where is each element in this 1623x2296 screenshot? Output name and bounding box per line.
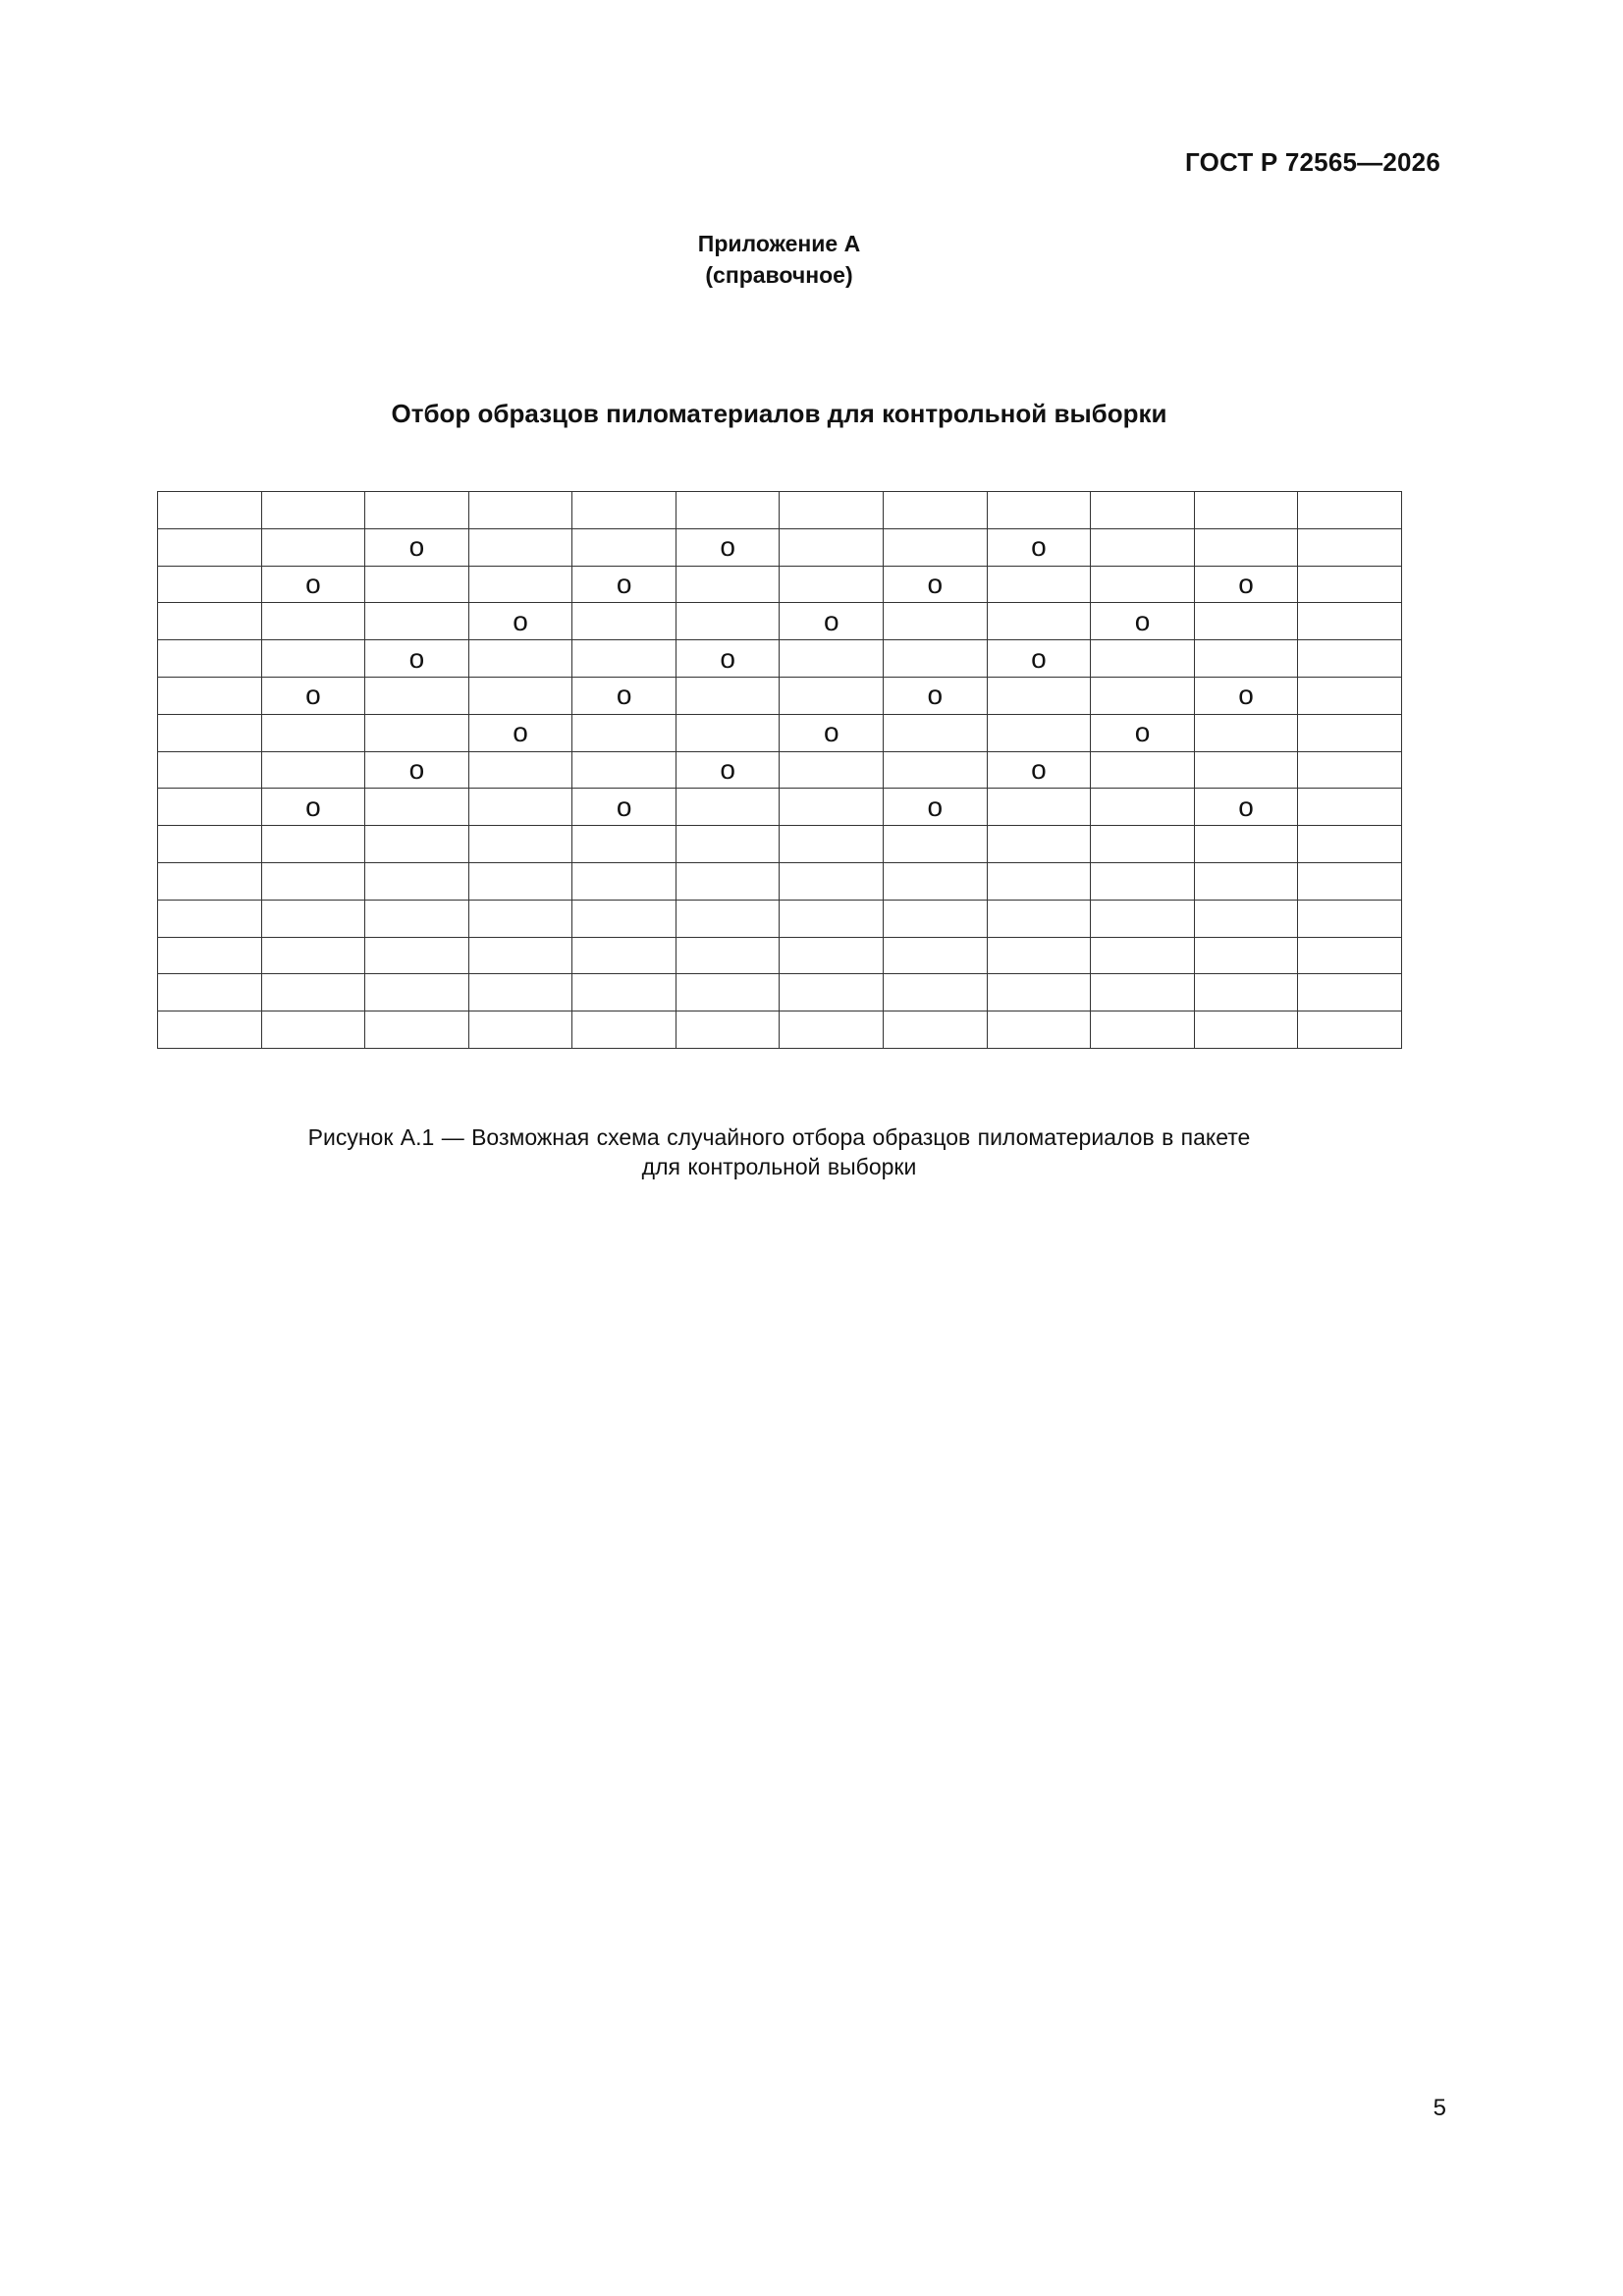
- figure-caption-line-2: для контрольной выборки: [641, 1154, 917, 1179]
- grid-cell: [1194, 677, 1298, 714]
- grid-cell: [1298, 714, 1402, 751]
- sample-marker: о: [1134, 717, 1151, 748]
- grid-cell: [365, 937, 469, 974]
- grid-cell: [158, 862, 262, 900]
- document-code: ГОСТ Р 72565—2026: [1185, 147, 1440, 177]
- grid-cell: [158, 937, 262, 974]
- grid-cell: [365, 751, 469, 789]
- grid-cell: [987, 974, 1091, 1011]
- grid-cell: [780, 566, 884, 603]
- grid-cell: [884, 789, 988, 826]
- grid-cell: [365, 862, 469, 900]
- grid-cell: [158, 677, 262, 714]
- grid-cell: [1298, 937, 1402, 974]
- grid-cell: [1194, 826, 1298, 863]
- grid-row: [158, 603, 1402, 640]
- grid-cell: [468, 826, 572, 863]
- figure-caption: [0, 1122, 1558, 1181]
- sampling-grid: [157, 491, 1402, 1049]
- grid-cell: [261, 714, 365, 751]
- sample-marker: о: [513, 717, 528, 748]
- sample-marker: о: [927, 680, 944, 711]
- sample-marker: о: [720, 753, 735, 785]
- grid-cell: [261, 492, 365, 529]
- grid-cell: [365, 1011, 469, 1049]
- grid-cell: [884, 640, 988, 678]
- grid-cell: [987, 566, 1091, 603]
- grid-cell: [987, 789, 1091, 826]
- sample-marker: о: [305, 680, 321, 711]
- grid-cell: [884, 492, 988, 529]
- grid-cell: [572, 900, 676, 937]
- grid-cell: [1194, 1011, 1298, 1049]
- grid-cell: [572, 492, 676, 529]
- grid-cell: [468, 862, 572, 900]
- grid-cell: [676, 900, 780, 937]
- grid-cell: [1091, 937, 1195, 974]
- grid-cell: [1298, 826, 1402, 863]
- grid-cell: [676, 677, 780, 714]
- grid-cell: [1298, 862, 1402, 900]
- grid-cell: [780, 900, 884, 937]
- sample-marker: о: [408, 753, 425, 785]
- grid-cell: [1091, 528, 1195, 566]
- grid-cell: [1091, 826, 1195, 863]
- grid-cell: [884, 751, 988, 789]
- grid-cell: [987, 937, 1091, 974]
- grid-cell: [261, 751, 365, 789]
- grid-row: [158, 1011, 1402, 1049]
- grid-cell: [261, 900, 365, 937]
- grid-cell: [261, 528, 365, 566]
- sample-marker: о: [927, 791, 944, 822]
- grid-cell: [1194, 862, 1298, 900]
- grid-cell: [1298, 492, 1402, 529]
- grid-cell: [261, 937, 365, 974]
- sample-marker: о: [720, 642, 735, 674]
- sample-marker: о: [616, 791, 632, 822]
- grid-cell: [1194, 714, 1298, 751]
- grid-cell: [676, 640, 780, 678]
- grid-cell: [987, 492, 1091, 529]
- grid-cell: [572, 566, 676, 603]
- grid-cell: [987, 677, 1091, 714]
- sample-marker: о: [305, 791, 321, 822]
- grid-cell: [261, 566, 365, 603]
- grid-cell: [158, 603, 262, 640]
- grid-cell: [1091, 789, 1195, 826]
- grid-cell: [365, 492, 469, 529]
- grid-cell: [261, 974, 365, 1011]
- sample-marker: о: [1031, 531, 1047, 563]
- grid-cell: [365, 603, 469, 640]
- grid-cell: [158, 789, 262, 826]
- sample-marker: о: [513, 605, 528, 636]
- grid-cell: [365, 900, 469, 937]
- grid-row: [158, 751, 1402, 789]
- grid-cell: [468, 492, 572, 529]
- grid-row: [158, 900, 1402, 937]
- grid-cell: [1298, 566, 1402, 603]
- grid-cell: [158, 492, 262, 529]
- grid-cell: [884, 937, 988, 974]
- grid-cell: [884, 677, 988, 714]
- grid-cell: [780, 974, 884, 1011]
- grid-cell: [468, 528, 572, 566]
- figure-caption-line-1: Рисунок А.1 — Возможная схема случайного отбора образцов пиломатериалов в пакете: [307, 1124, 1251, 1150]
- grid-cell: [1194, 789, 1298, 826]
- grid-cell: [365, 826, 469, 863]
- grid-cell: [1194, 492, 1298, 529]
- page-number: 5: [1433, 2095, 1446, 2121]
- grid-cell: [780, 751, 884, 789]
- grid-cell: [1298, 603, 1402, 640]
- grid-cell: [158, 640, 262, 678]
- grid-cell: [1194, 528, 1298, 566]
- grid-cell: [780, 1011, 884, 1049]
- grid-cell: [158, 528, 262, 566]
- grid-cell: [987, 826, 1091, 863]
- grid-cell: [1194, 640, 1298, 678]
- sample-marker: о: [1134, 605, 1151, 636]
- grid-cell: [365, 640, 469, 678]
- sample-marker: о: [408, 642, 425, 674]
- grid-cell: [780, 862, 884, 900]
- sample-marker: о: [616, 680, 632, 711]
- grid-cell: [987, 603, 1091, 640]
- grid-cell: [987, 640, 1091, 678]
- grid-cell: [1091, 900, 1195, 937]
- grid-cell: [468, 640, 572, 678]
- grid-row: [158, 862, 1402, 900]
- grid-cell: [572, 751, 676, 789]
- grid-cell: [365, 714, 469, 751]
- sample-marker: о: [305, 568, 321, 599]
- grid-cell: [158, 566, 262, 603]
- grid-cell: [572, 528, 676, 566]
- grid-cell: [1194, 974, 1298, 1011]
- grid-cell: [365, 566, 469, 603]
- grid-cell: [676, 751, 780, 789]
- grid-cell: [158, 1011, 262, 1049]
- grid-cell: [780, 826, 884, 863]
- grid-cell: [468, 937, 572, 974]
- grid-cell: [365, 677, 469, 714]
- grid-cell: [676, 974, 780, 1011]
- grid-cell: [1091, 640, 1195, 678]
- grid-cell: [1298, 789, 1402, 826]
- appendix-subtitle: (справочное): [705, 262, 853, 288]
- grid-cell: [676, 826, 780, 863]
- grid-cell: [676, 862, 780, 900]
- sample-marker: о: [1238, 791, 1254, 822]
- grid-cell: [884, 528, 988, 566]
- sample-marker: о: [616, 568, 632, 599]
- grid-cell: [572, 677, 676, 714]
- grid-cell: [1298, 640, 1402, 678]
- grid-cell: [468, 789, 572, 826]
- grid-cell: [676, 603, 780, 640]
- grid-cell: [987, 751, 1091, 789]
- sample-marker: о: [927, 568, 944, 599]
- grid-cell: [468, 751, 572, 789]
- grid-row: [158, 714, 1402, 751]
- section-title: Отбор образцов пиломатериалов для контрольной выборки: [391, 399, 1167, 428]
- grid-cell: [1091, 862, 1195, 900]
- grid-cell: [1091, 566, 1195, 603]
- grid-cell: [1298, 900, 1402, 937]
- grid-cell: [676, 714, 780, 751]
- grid-cell: [780, 603, 884, 640]
- grid-row: [158, 974, 1402, 1011]
- grid-cell: [884, 1011, 988, 1049]
- grid-cell: [468, 900, 572, 937]
- sample-marker: о: [720, 531, 735, 563]
- grid-cell: [1194, 566, 1298, 603]
- grid-cell: [676, 528, 780, 566]
- sample-marker: о: [1238, 568, 1254, 599]
- grid-cell: [1091, 974, 1195, 1011]
- grid-row: [158, 826, 1402, 863]
- grid-cell: [572, 862, 676, 900]
- grid-cell: [987, 528, 1091, 566]
- grid-cell: [261, 640, 365, 678]
- grid-cell: [1091, 603, 1195, 640]
- grid-cell: [987, 714, 1091, 751]
- grid-row: [158, 566, 1402, 603]
- grid-cell: [1194, 751, 1298, 789]
- grid-cell: [780, 492, 884, 529]
- grid-cell: [1298, 974, 1402, 1011]
- grid-cell: [365, 974, 469, 1011]
- sample-marker: о: [1238, 680, 1254, 711]
- grid-cell: [572, 974, 676, 1011]
- grid-cell: [158, 751, 262, 789]
- grid-cell: [365, 789, 469, 826]
- grid-cell: [158, 714, 262, 751]
- grid-row: [158, 492, 1402, 529]
- grid-cell: [884, 714, 988, 751]
- grid-cell: [676, 937, 780, 974]
- grid-cell: [261, 677, 365, 714]
- grid-cell: [884, 566, 988, 603]
- grid-cell: [1298, 1011, 1402, 1049]
- grid-cell: [987, 1011, 1091, 1049]
- grid-cell: [780, 640, 884, 678]
- grid-cell: [365, 528, 469, 566]
- grid-cell: [261, 826, 365, 863]
- grid-cell: [158, 974, 262, 1011]
- grid-cell: [468, 974, 572, 1011]
- sample-marker: о: [1031, 642, 1047, 674]
- grid-cell: [987, 862, 1091, 900]
- grid-cell: [572, 603, 676, 640]
- grid-row: [158, 937, 1402, 974]
- grid-row: [158, 640, 1402, 678]
- grid-cell: [1091, 751, 1195, 789]
- grid-cell: [261, 789, 365, 826]
- grid-cell: [261, 603, 365, 640]
- sample-marker: о: [823, 605, 839, 636]
- grid-cell: [572, 640, 676, 678]
- grid-cell: [468, 566, 572, 603]
- grid-cell: [468, 677, 572, 714]
- grid-cell: [884, 862, 988, 900]
- grid-row: [158, 789, 1402, 826]
- grid-cell: [780, 937, 884, 974]
- grid-cell: [1298, 528, 1402, 566]
- grid-cell: [1298, 751, 1402, 789]
- grid-cell: [780, 528, 884, 566]
- grid-cell: [884, 900, 988, 937]
- grid-cell: [572, 826, 676, 863]
- grid-cell: [884, 603, 988, 640]
- grid-cell: [468, 603, 572, 640]
- grid-cell: [676, 789, 780, 826]
- grid-cell: [572, 937, 676, 974]
- grid-cell: [468, 714, 572, 751]
- grid-cell: [158, 900, 262, 937]
- grid-cell: [676, 566, 780, 603]
- grid-cell: [1091, 492, 1195, 529]
- sample-marker: о: [408, 531, 425, 563]
- appendix-heading: [0, 228, 1558, 291]
- grid-cell: [1298, 677, 1402, 714]
- grid-cell: [1091, 1011, 1195, 1049]
- sample-marker: о: [1031, 753, 1047, 785]
- grid-cell: [1091, 677, 1195, 714]
- appendix-title: Приложение А: [697, 231, 861, 256]
- grid-cell: [572, 1011, 676, 1049]
- grid-row: [158, 677, 1402, 714]
- grid-cell: [1194, 937, 1298, 974]
- grid-cell: [468, 1011, 572, 1049]
- grid-cell: [261, 1011, 365, 1049]
- grid-cell: [572, 714, 676, 751]
- grid-cell: [884, 826, 988, 863]
- grid-cell: [1194, 900, 1298, 937]
- grid-cell: [780, 677, 884, 714]
- grid-cell: [261, 862, 365, 900]
- grid-cell: [158, 826, 262, 863]
- grid-cell: [780, 714, 884, 751]
- grid-cell: [572, 789, 676, 826]
- grid-cell: [676, 1011, 780, 1049]
- grid-row: [158, 528, 1402, 566]
- grid-cell: [1194, 603, 1298, 640]
- grid-cell: [987, 900, 1091, 937]
- grid-cell: [676, 492, 780, 529]
- grid-cell: [884, 974, 988, 1011]
- grid-cell: [1091, 714, 1195, 751]
- grid-cell: [780, 789, 884, 826]
- sample-marker: о: [823, 717, 839, 748]
